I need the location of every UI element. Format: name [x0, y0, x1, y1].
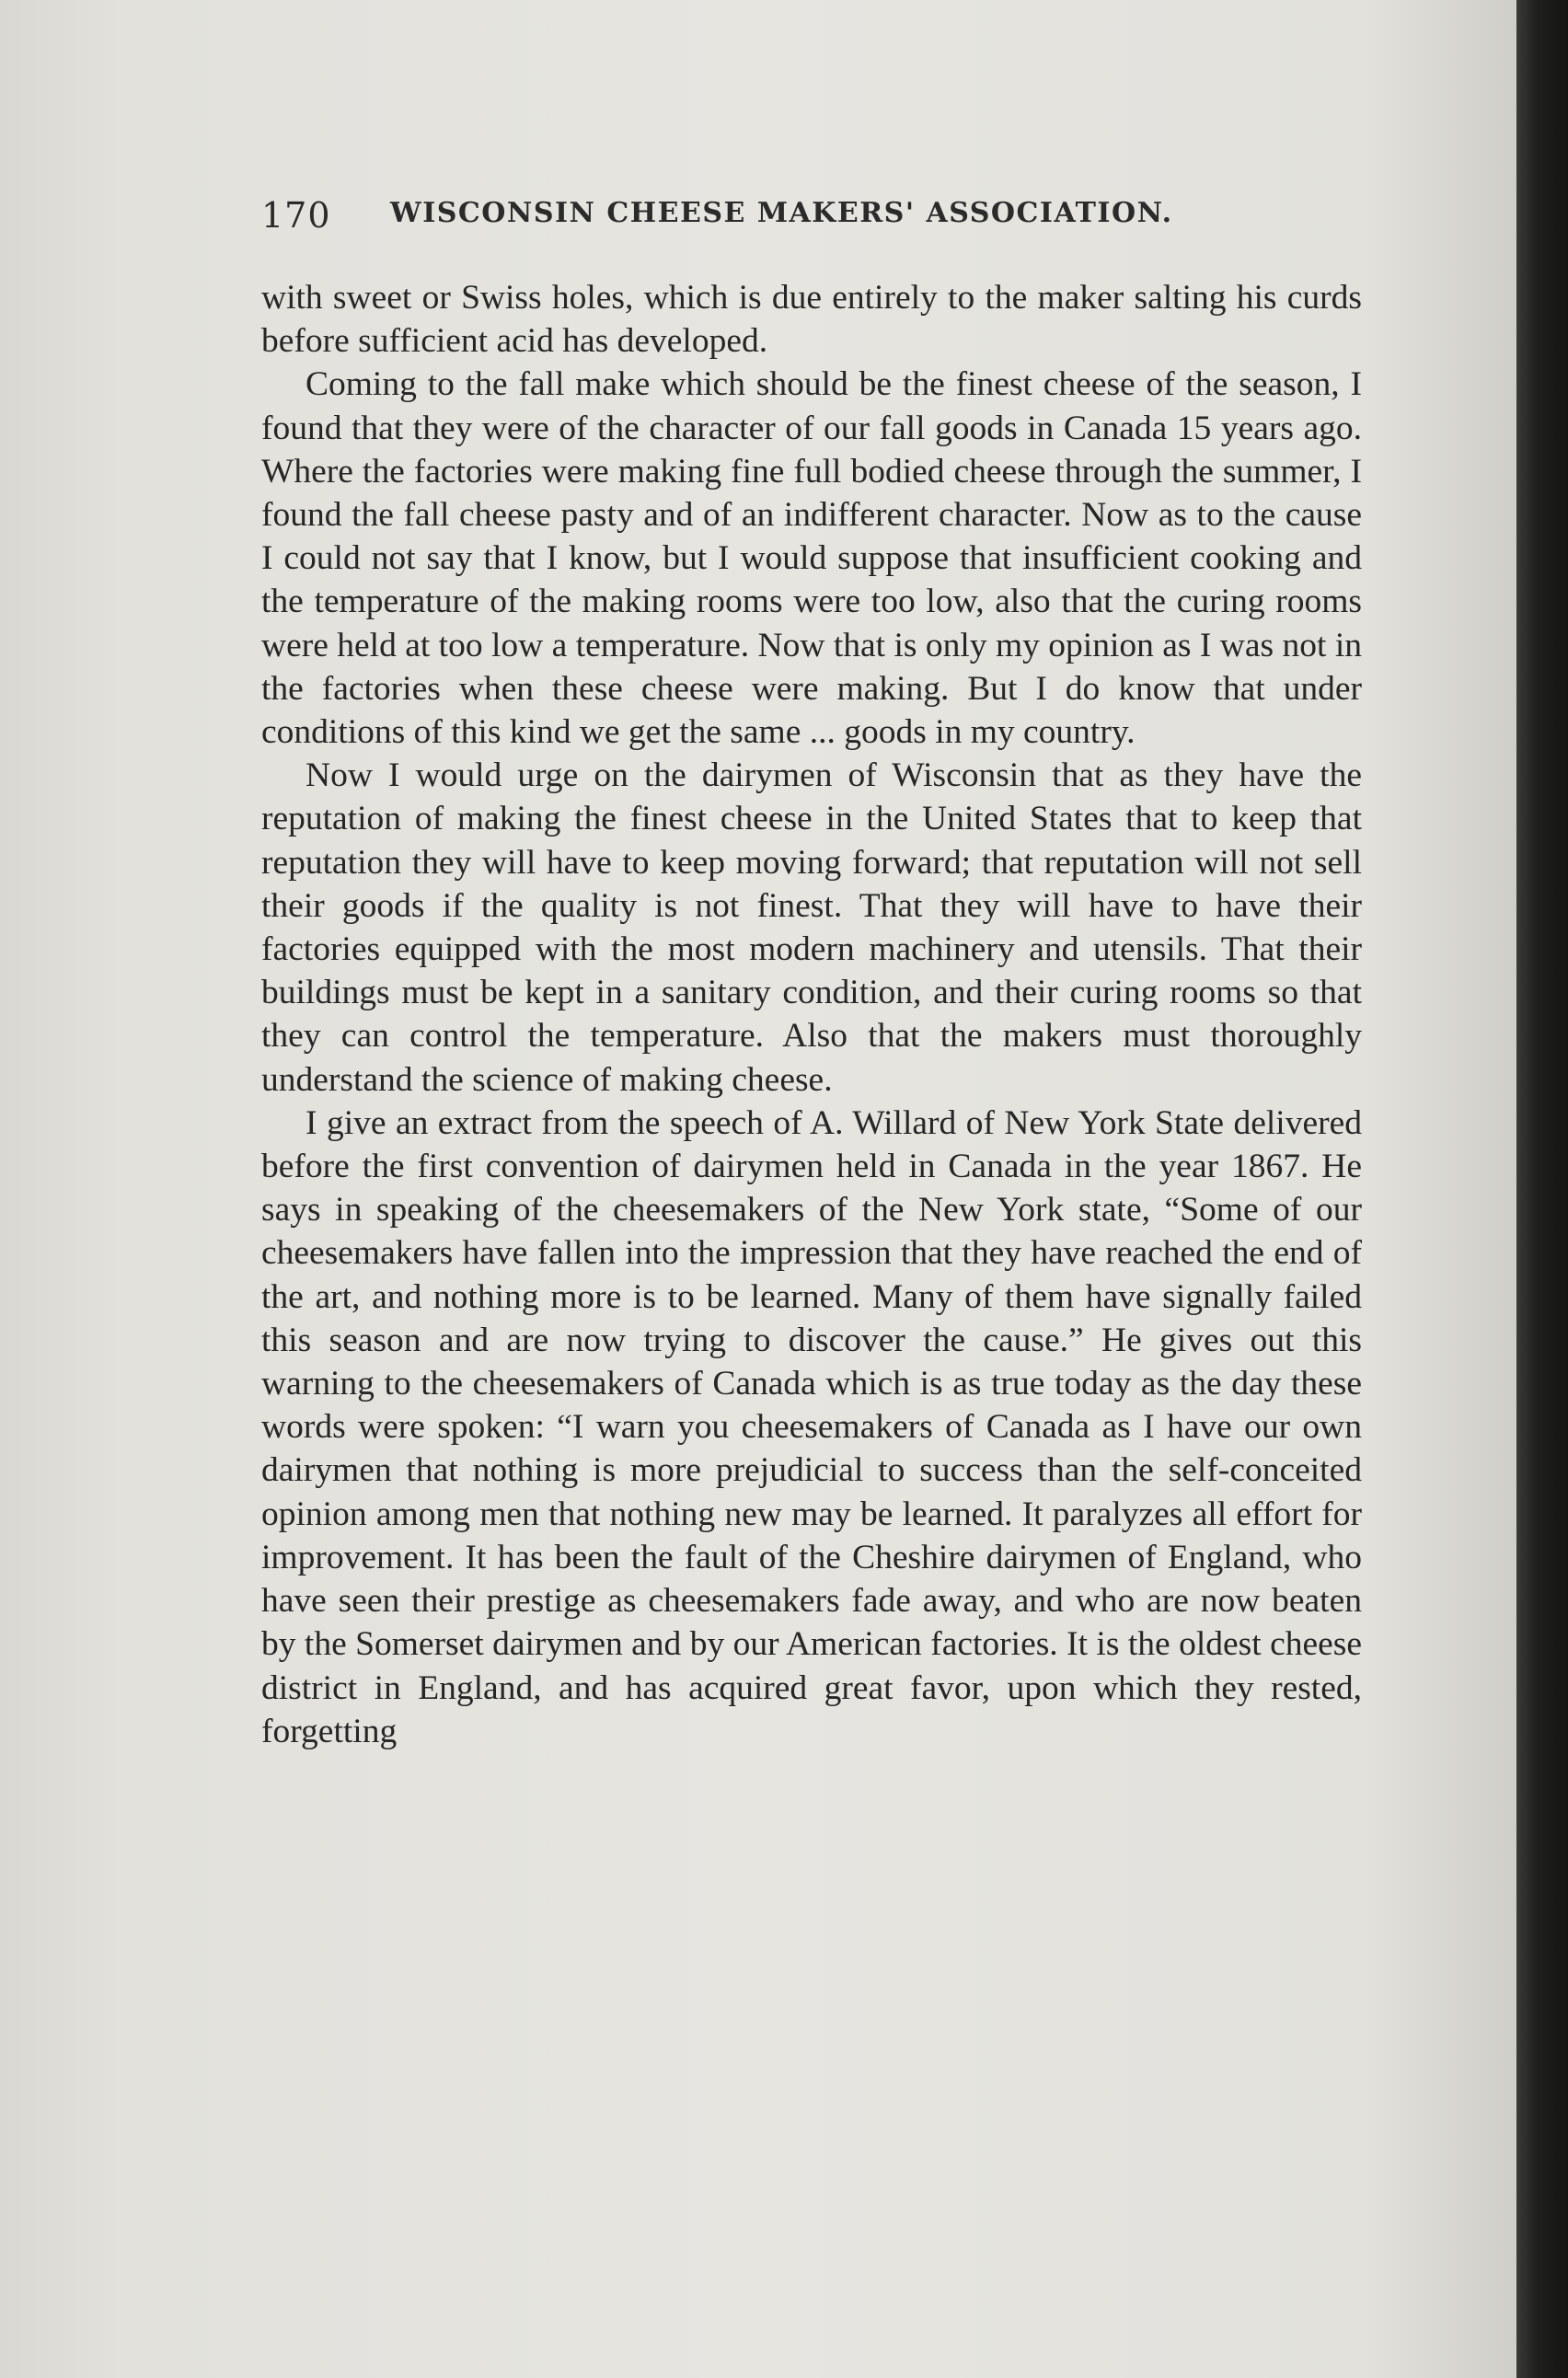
paragraph-continued: with sweet or Swiss holes, which is due entirely to the maker salting his curds before sufficient acid has developed. [261, 279, 1362, 361]
paragraph-urge-dairymen: Now I would urge on the dairymen of Wisconsin that as they have the reputation of making the finest cheese in the United States that to keep that reputation they will have to keep moving forward; that reputation will not sell their goods if the quality is not finest. That they will have to have their factories equipped with the most modern machinery and utensils. That their buildings must be kept in a sanitary condition, and their curing rooms so that they can control the temperature. Also that the makers must thoroughly understand the science of making cheese. [261, 756, 1362, 1099]
paragraph-willard-extract: I give an extract from the speech of A. Willard of New York State delivered before the first convention of dairymen held in Canada in the year 1867. He says in speaking of the cheesemakers of the New York state, “Some of our cheesemakers have fallen into the impression that they have reached the end of the art, and nothing more is to be learned. Many of them have signally failed this season and are now trying to discover the cause.” He gives out this warning to the cheesemakers of Canada which is as true today as the day these words were spoken: “I warn you cheesemakers of Canada as I have our own dairymen that nothing is more prejudicial to success than the self-conceited opinion among men that nothing new may be learned. It paralyzes all effort for improvement. It has been the fault of the Cheshire dairymen of England, who have seen their prestige as cheesemakers fade away, and who are now beaten by the Somerset dairymen and by our American factories. It is the oldest cheese district in England, and has acquired great favor, upon which they rested, forgetting [261, 1103, 1362, 1750]
body-text [261, 276, 1362, 1753]
running-head: WISCONSIN CHEESE MAKERS' ASSOCIATION. [390, 197, 1173, 229]
paragraph-fall-make: Coming to the fall make which should be the finest cheese of the season, I found that they were of the character of our fall goods in Canada 15 years ago. Where the factories were making fine full bodied cheese through the summer, I found the fall cheese pasty and of an indifferent character. Now as to the cause I could not say that I know, but I would suppose that insufficient cooking and the temperature of the making rooms were too low, also that the curing rooms were held at too low a temperature. Now that is only my opinion as I was not in the factories when these cheese were making. But I do know that under conditions of this kind we get the same ... goods in my country. [261, 365, 1362, 752]
page-edge-shadow [1516, 0, 1568, 2378]
page-header [261, 191, 1366, 247]
page-number: 170 [261, 195, 331, 236]
